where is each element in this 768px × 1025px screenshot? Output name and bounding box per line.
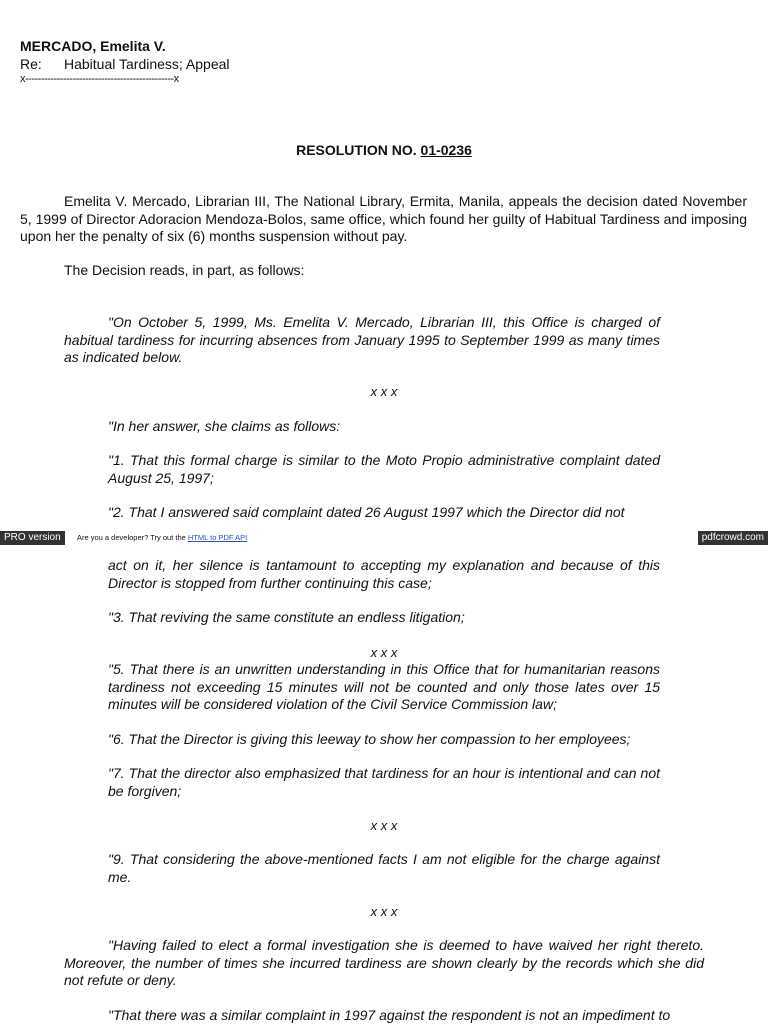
pro-version-badge[interactable]: PRO version: [0, 531, 65, 545]
subject-text: Habitual Tardiness; Appeal: [64, 56, 230, 72]
ellipsis-marker: x x x: [370, 384, 398, 399]
developer-promo: [77, 531, 247, 545]
subject-line: [20, 56, 230, 72]
quote-item-7: "7. That the director also emphasized that tardiness for an hour is intentional and can not be forgiven;: [108, 765, 660, 799]
intro-paragraph: Emelita V. Mercado, Librarian III, The National Library, Ermita, Manila, appeals the decision dated November 5, 1999 of Director Adoracion Mendoza-Bolos, same office, which found her guilty of Habitual Tardiness and imposing upon her the penalty of six (6) months suspension without pay.: [20, 193, 747, 244]
quote-answer: "In her answer, she claims as follows:: [108, 418, 341, 434]
quote-item-3: "3. That reviving the same constitute an endless litigation;: [108, 609, 465, 625]
resolution-title: [0, 142, 768, 158]
pdfcrowd-site-badge[interactable]: pdfcrowd.com: [698, 531, 768, 545]
quote-similar-complaint: "That there was a similar complaint in 1997 against the respondent is not an impediment to: [108, 1007, 671, 1023]
decision-reads-paragraph: The Decision reads, in part, as follows:: [64, 262, 305, 278]
quote-waiver: "Having failed to elect a formal investigation she is deemed to have waived her right thereto. Moreover, the number of times she incurred tardiness are shown clearly by the records which she did not refute or deny.: [64, 937, 704, 988]
ellipsis-marker: x x x: [370, 818, 398, 833]
quote-item-1: "1. That this formal charge is similar to the Moto Propio administrative complaint dated August 25, 1997;: [108, 452, 660, 486]
quote-item-6: "6. That the Director is giving this leeway to show her compassion to her employees;: [108, 731, 631, 747]
developer-promo-text: Are you a developer? Try out the: [77, 533, 186, 542]
resolution-prefix: RESOLUTION NO.: [296, 142, 417, 158]
addressee-name: MERCADO, Emelita V.: [20, 38, 166, 54]
pdfcrowd-banner: [0, 531, 768, 545]
ellipsis-marker: x x x: [370, 645, 398, 660]
quote-item-2-part-b: act on it, her silence is tantamount to accepting my explanation and because of this Director is stopped from further continuing this case;: [108, 557, 660, 591]
quote-item-5: "5. That there is an unwritten understanding in this Office that for humanitarian reasons tardiness not exceeding 15 minutes will not be counted and only those lates over 15 minutes will be considered violation of the Civil Service Commission law;: [108, 661, 660, 712]
quote-item-9: "9. That considering the above-mentioned facts I am not eligible for the charge against me.: [108, 851, 660, 885]
re-label: Re:: [20, 56, 42, 72]
ellipsis-marker: x x x: [370, 904, 398, 919]
html-to-pdf-api-link[interactable]: HTML to PDF API: [187, 533, 248, 542]
quote-item-2-part-a: "2. That I answered said complaint dated 26 August 1997 which the Director did not: [108, 504, 625, 520]
resolution-number: 01-0236: [420, 142, 472, 158]
header-separator: x-----------------------------------------------x: [20, 73, 179, 85]
quote-charge: "On October 5, 1999, Ms. Emelita V. Mercado, Librarian III, this Office is charged of habitual tardiness for incurring absences from January 1995 to September 1999 as many times as indicated below.: [64, 314, 660, 365]
